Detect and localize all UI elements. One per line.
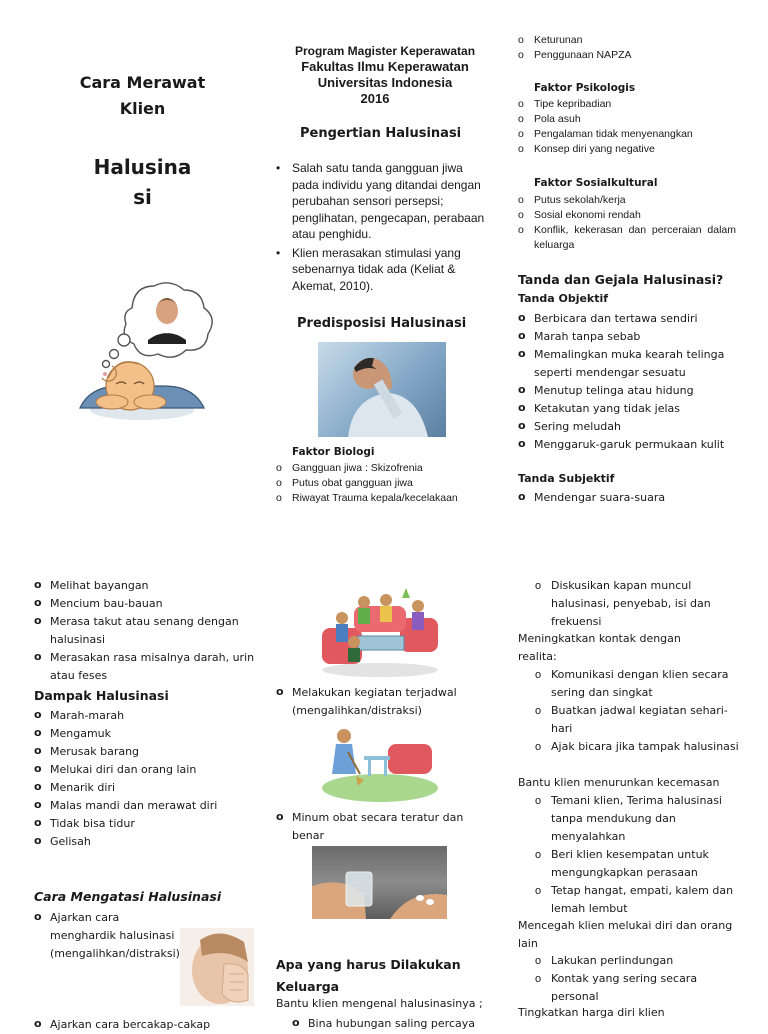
list-item: o Sosial ekonomi rendah xyxy=(518,208,736,223)
keluarga-title xyxy=(276,954,461,998)
list-item: o Gangguan jiwa : Skizofrenia xyxy=(276,461,491,476)
list-item: o Menarik diri xyxy=(34,779,256,797)
list-item: o Tidak bisa tidur xyxy=(34,815,256,833)
faktor-biologi-cont-list xyxy=(518,33,743,63)
daily-activity-illustration xyxy=(318,722,442,804)
kegiatan-list xyxy=(276,684,481,720)
faculty-name: Fakultas Ilmu Keperawatan xyxy=(301,59,469,74)
dampak-list xyxy=(34,707,256,851)
list-item: o Beri klien kesempatan untuk mengungkapkan perasaan xyxy=(535,846,747,882)
minum-obat-list xyxy=(276,809,481,845)
faktor-psikologis-list xyxy=(518,97,743,157)
dreaming-person-illustration xyxy=(72,278,222,428)
list-item: o Temani klien, Terima halusinasi tanpa mendukung dan menyalahkan xyxy=(535,792,747,846)
list-item: o Pengalaman tidak menyenangkan xyxy=(518,127,743,142)
dampak-title: Dampak Halusinasi xyxy=(34,688,169,703)
list-item: o Mencium bau-bauan xyxy=(34,595,256,613)
list-item: o Putus sekolah/kerja xyxy=(518,193,736,208)
list-item: o Penggunaan NAPZA xyxy=(518,48,743,63)
tanda-title: Tanda dan Gejala Halusinasi? xyxy=(518,272,724,287)
faktor-psikologis-title: Faktor Psikologis xyxy=(534,82,636,94)
list-item: o Minum obat secara teratur dan benar xyxy=(276,809,481,845)
covering-ears-photo xyxy=(180,928,254,1006)
tanda-subjektif-title: Tanda Subjektif xyxy=(518,472,615,485)
list-item: o Ketakutan yang tidak jelas xyxy=(518,400,746,418)
list-item: o Tetap hangat, empati, kalem dan lemah lembut xyxy=(535,882,747,918)
tanda-objektif-list xyxy=(518,310,746,454)
predisposisi-title: Predisposisi Halusinasi xyxy=(297,316,467,331)
cemas-list xyxy=(535,792,747,918)
list-item: • Salah satu tanda gangguan jiwa pada individu yang ditandai dengan perubahan sensori persepsi; penglihatan, pengecapan, perabaan atau penghidu. xyxy=(274,160,489,243)
list-item: o Riwayat Trauma kepala/kecelakaan xyxy=(276,491,491,506)
medication-photo xyxy=(312,846,447,919)
list-item: o Marah tanpa sebab xyxy=(518,328,746,346)
list-item: o Melukai diri dan orang lain xyxy=(34,761,256,779)
kontak-title: Meningkatkan kontak dengan realita: xyxy=(518,632,681,663)
list-item: o Merasakan rasa misalnya darah, urin atau feses xyxy=(34,649,256,685)
list-item: o Malas mandi dan merawat diri xyxy=(34,797,256,815)
university-name: Universitas Indonesia xyxy=(317,75,453,90)
list-item: o Komunikasi dengan klien secara sering dan singkat xyxy=(535,666,740,702)
cover-subtitle-line2: si xyxy=(133,185,152,209)
family-gathering-illustration xyxy=(318,588,442,678)
list-item: o Lakukan perlindungan xyxy=(535,952,740,970)
faktor-biologi-title: Faktor Biologi xyxy=(292,446,375,458)
list-item: o Tipe kepribadian xyxy=(518,97,743,112)
tanda-subjektif-cont-list xyxy=(34,577,256,685)
pengertian-list xyxy=(274,160,489,294)
year: 2016 xyxy=(360,91,390,106)
faktor-sosial-list xyxy=(518,193,736,253)
list-item: o Konflik, kekerasan dan perceraian dalam keluarga xyxy=(518,223,736,253)
list-item: • Klien merasakan stimulasi yang sebenarnya tidak ada (Keliat & Akemat, 2010). xyxy=(274,245,489,295)
faktor-biologi-list xyxy=(276,461,491,506)
list-item: o Ajarkan cara bercakap-cakap xyxy=(34,1016,256,1034)
list-item: o Merusak barang xyxy=(34,743,256,761)
keluarga-title-line1: Apa yang harus Dilakukan xyxy=(276,957,461,972)
list-item: o Gelisah xyxy=(34,833,256,851)
kontak-list xyxy=(535,666,740,756)
pengertian-title: Pengertian Halusinasi xyxy=(300,126,462,141)
cegah-list xyxy=(535,952,740,1006)
list-item: o Menutup telinga atau hidung xyxy=(518,382,746,400)
tanda-objektif-title: Tanda Objektif xyxy=(518,292,609,305)
keluarga-title-line2: Keluarga xyxy=(276,979,340,994)
list-item: o Kontak yang sering secara personal xyxy=(535,970,740,1006)
diskusi-list xyxy=(535,577,735,631)
mengatasi-title: Cara Mengatasi Halusinasi xyxy=(34,889,222,904)
list-item: o Sering meludah xyxy=(518,418,746,436)
program-header xyxy=(265,44,505,107)
mengatasi-cut-list xyxy=(34,1016,256,1034)
list-item: o Melihat bayangan xyxy=(34,577,256,595)
faktor-sosial-title: Faktor Sosialkultural xyxy=(534,177,658,189)
list-item: o Memalingkan muka kearah telinga seperti mendengar sesuatu xyxy=(518,346,746,382)
list-item: o Berbicara dan tertawa sendiri xyxy=(518,310,746,328)
list-item: o Ajak bicara jika tampak halusinasi xyxy=(535,738,740,756)
list-item: o Konsep diri yang negative xyxy=(518,142,743,157)
cover-subtitle xyxy=(60,152,225,212)
list-item: o Melakukan kegiatan terjadwal (mengalihkan/distraksi) xyxy=(276,684,481,720)
list-item: o Ajarkan cara menghardik halusinasi (mengalihkan/distraksi) xyxy=(34,909,186,963)
list-item: o Diskusikan kapan muncul halusinasi, penyebab, isi dan frekuensi xyxy=(535,577,735,631)
program-name: Program Magister Keperawatan xyxy=(294,44,476,58)
cemas-title: Bantu klien menurunkan kecemasan xyxy=(518,776,720,789)
list-item: o Bina hubungan saling percaya xyxy=(292,1015,492,1033)
mengatasi-list xyxy=(34,909,186,963)
list-item: o Keturunan xyxy=(518,33,743,48)
keluarga-intro-list xyxy=(292,1015,492,1033)
list-item: o Marah-marah xyxy=(34,707,256,725)
tanda-subjektif-list xyxy=(518,489,746,507)
list-item: o Putus obat gangguan jiwa xyxy=(276,476,491,491)
list-item: o Pola asuh xyxy=(518,112,743,127)
list-item: o Mendengar suara-suara xyxy=(518,489,746,507)
cover-title: Cara Merawat Klien xyxy=(79,73,206,118)
cover-subtitle-line1: Halusina xyxy=(93,155,192,179)
harga-diri-title: Tingkatkan harga diri klien xyxy=(518,1006,665,1019)
keluarga-intro: Bantu klien mengenal halusinasinya ; xyxy=(276,997,483,1010)
cegah-title: Mencegah klien melukai diri dan orang lain xyxy=(518,919,733,950)
distressed-man-photo xyxy=(318,342,446,437)
list-item: o Menggaruk-garuk permukaan kulit xyxy=(518,436,746,454)
list-item: o Merasa takut atau senang dengan halusinasi xyxy=(34,613,256,649)
list-item: o Buatkan jadwal kegiatan sehari-hari xyxy=(535,702,740,738)
list-item: o Mengamuk xyxy=(34,725,256,743)
